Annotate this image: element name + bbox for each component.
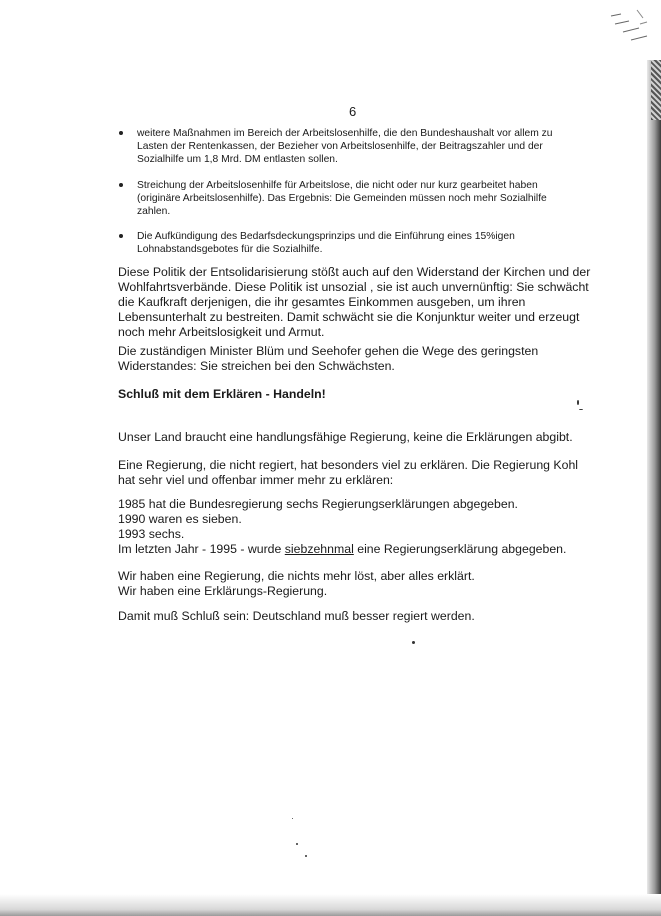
- text-line: 1993 sechs.: [118, 526, 185, 541]
- paragraph-erklaerungs-regierung: [118, 569, 598, 599]
- underlined-word: siebzehnmal: [284, 541, 354, 556]
- text-line: Wir haben eine Erklärungs-Regierung.: [118, 583, 328, 598]
- section-heading: Schluß mit dem Erklären - Handeln!: [118, 387, 326, 401]
- scan-corner-marks: [609, 6, 649, 46]
- text-line: [118, 542, 598, 557]
- page-number: 6: [349, 104, 357, 119]
- text-line: Diese Politik der Entsolidarisierung stößt auch auf den Widerstand der Kirchen und der: [118, 265, 591, 279]
- paragraph-erklaeren: [118, 458, 598, 488]
- text-line: Widerstandes: Sie streichen bei den Schwächsten.: [118, 358, 395, 373]
- text-line: 1990 waren es sieben.: [118, 511, 242, 526]
- text-fragment: eine Regierungserklärung abgegeben.: [353, 541, 567, 556]
- bullet-line: (originäre Arbeitslosenhilfe). Das Ergebnis: Die Gemeinden müssen noch mehr Sozialhilfe: [137, 192, 547, 204]
- text-line: noch mehr Arbeitslosigkeit und Armut.: [118, 324, 325, 339]
- bullet-line: zahlen.: [137, 206, 171, 218]
- bullet-item: [118, 230, 598, 256]
- scan-speck: [292, 818, 293, 819]
- text-line: Wir haben eine Regierung, die nichts mehr löst, aber alles erklärt.: [118, 569, 475, 583]
- bullet-list: [118, 127, 598, 266]
- paragraph-statistik: [118, 497, 598, 557]
- text-line: 1985 hat die Bundesregierung sechs Regierungserklärungen abgegeben.: [118, 497, 518, 511]
- text-fragment: Im letzten Jahr - 1995 - wurde: [118, 541, 285, 556]
- scan-edge-shadow: [647, 60, 661, 916]
- paragraph-regierung: [118, 430, 598, 445]
- bullet-item: [118, 179, 598, 219]
- bullet-icon: [119, 183, 123, 187]
- paragraph-schluss: [118, 609, 598, 624]
- scan-speck: [296, 843, 298, 845]
- text-line: die Kaufkraft derjenigen, die ihr gesamtes Einkommen ausgeben, um ihren: [118, 294, 526, 309]
- scan-speck: [579, 409, 583, 410]
- paragraph-minister: [118, 344, 598, 374]
- bullet-item: [118, 127, 598, 167]
- bullet-icon: [119, 234, 123, 238]
- text-line: Wohlfahrtsverbände. Diese Politik ist unsozial , sie ist auch unvernünftig: Sie schwächt: [118, 279, 589, 294]
- bullet-line: Sozialhilfe um 1,8 Mrd. DM entlasten sollen.: [137, 154, 338, 166]
- paragraph-entsolidarisierung: [118, 265, 598, 340]
- text-line: hat sehr viel und offenbar immer mehr zu erklären:: [118, 472, 394, 487]
- bullet-line: Streichung der Arbeitslosenhilfe für Arbeitslose, die nicht oder nur kurz gearbeitet haben: [137, 179, 538, 191]
- scan-speck: [305, 855, 307, 857]
- bullet-line: Die Aufkündigung des Bedarfsdeckungsprinzips und die Einführung eines 15%igen: [137, 231, 515, 243]
- bullet-icon: [119, 131, 123, 135]
- text-line: Eine Regierung, die nicht regiert, hat besonders viel zu erklären. Die Regierung Kohl: [118, 458, 579, 472]
- text-line: Damit muß Schluß sein: Deutschland muß besser regiert werden.: [118, 609, 475, 623]
- scan-edge-pattern: [651, 60, 661, 120]
- scan-speck: [577, 400, 579, 405]
- bullet-line: weitere Maßnahmen im Bereich der Arbeitslosenhilfe, die den Bundeshaushalt vor allem zu: [137, 128, 553, 139]
- text-line: Die zuständigen Minister Blüm und Seehofer gehen die Wege des geringsten: [118, 344, 539, 358]
- text-line: Unser Land braucht eine handlungsfähige Regierung, keine die Erklärungen abgibt.: [118, 430, 573, 444]
- bullet-line: Lasten der Rentenkassen, der Bezieher von Arbeitslosenhilfe, der Beitragszahler und der: [137, 141, 543, 153]
- text-line: Lebensunterhalt zu bestreiten. Damit schwächt sie die Konjunktur weiter und erzeugt: [118, 309, 580, 324]
- scan-speck: [412, 641, 415, 644]
- scan-edge-bottom: [0, 894, 661, 916]
- bullet-line: Lohnabstandsgebotes für die Sozialhilfe.: [137, 244, 323, 256]
